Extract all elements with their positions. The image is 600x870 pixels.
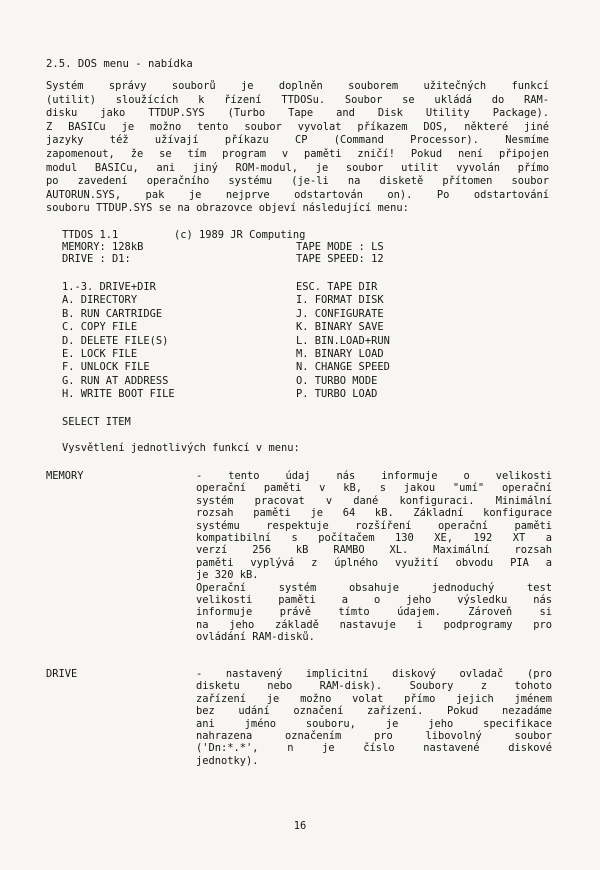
menu-item: N. CHANGE SPEED [296,361,390,374]
menu-right-column [296,281,390,402]
description-line: velikosti paměti a o jeho výsledku nás [196,593,552,606]
menu-item: ESC. TAPE DIR [296,281,378,293]
description-line: operační paměti v kB, s jakou "umí" operační [196,482,552,495]
menu-item: I. FORMAT DISK [296,294,384,307]
screen-tape-speed: TAPE SPEED: 12 [296,253,384,265]
description-line: informuje právě tímto údajem. Zároveň si [196,606,552,619]
intro-line: jazyky též užívají příkazu CP (Command Processor). Nesmíme [46,134,549,147]
description-line: - nastavený implicitní diskový ovladač (pro [196,668,552,680]
intro-line: disku jako TTDUP.SYS (Turbo Tape and Disk Utility Package). [46,107,549,120]
menu-item: H. WRITE BOOT FILE [62,388,175,401]
menu-item: E. LOCK FILE [62,347,138,360]
screen-drive: DRIVE : D1: [62,253,131,265]
explanation-heading: Vysvětlení jednotlivých funkcí v menu: [62,442,300,454]
section-heading: 2.5. DOS menu - nabídka [46,58,193,70]
menu-item: F. UNLOCK FILE [62,361,150,374]
intro-line: souboru TTDUP.SYS se na obrazovce objeví následující menu: [46,202,409,215]
term-memory-description [196,470,552,643]
description-line: na jeho základě nastavuje i podprogramy pro [196,618,552,631]
term-memory: MEMORY [46,470,84,482]
description-line: bez udání označení zařízení. Pokud nezadáme [196,705,552,718]
description-line: Operační systém obsahuje jednoduchý test [196,581,552,594]
description-line: jednotky). [196,754,259,767]
description-line: rozsah paměti je 64 kB. Základní konfigurace [196,507,552,520]
intro-line: (utilit) sloužících k řízení TTDOSu. Soubor se ukládá do RAM- [46,93,549,106]
screen-title: TTDOS 1.1 [62,229,119,241]
description-line: ('Dn:*.*', n je číslo nastavené diskové [196,742,552,755]
intro-line: AUTORUN.SYS, pak je nejprve odstartován on). Po odstartování [46,188,549,201]
description-line: je 320 kB. [196,569,259,582]
description-line: paměti vyplývá z úplného využití obvodu PIA a [196,556,552,569]
menu-item: C. COPY FILE [62,321,138,334]
description-line: nahrazena označením pro libovolný soubor [196,729,552,742]
term-drive-description [196,668,552,767]
menu-item: G. RUN AT ADDRESS [62,374,169,387]
intro-line: po zavedení operačního systému (je-li na disketě přítomen soubor [46,175,549,188]
screen-memory: MEMORY: 128kB [62,241,144,253]
description-line: disketu nebo RAM-disk). Soubory z tohoto [196,680,552,693]
menu-left-column [62,281,175,402]
menu-item: B. RUN CARTRIDGE [62,307,163,320]
description-line: - tento údaj nás informuje o velikosti [196,470,552,482]
select-item-prompt: SELECT ITEM [62,416,131,428]
menu-item: D. DELETE FILE(S) [62,334,169,347]
menu-item: A. DIRECTORY [62,294,138,307]
description-line: systém pracovat v dané konfiguraci. Minimální [196,494,552,507]
intro-paragraph [46,80,549,216]
menu-item: 1.-3. DRIVE+DIR [62,281,156,293]
description-line: ovládání RAM-disků. [196,631,315,644]
page-number: 16 [293,820,307,832]
menu-item: L. BIN.LOAD+RUN [296,334,390,347]
description-line: zařízení je možno volat přímo jejich jménem [196,692,552,705]
term-drive: DRIVE [46,668,78,680]
menu-item: J. CONFIGURATE [296,307,384,320]
description-line: kompatibilní s počítačem 130 XE, 192 XT a [196,531,552,544]
menu-item: O. TURBO MODE [296,374,378,387]
intro-line: modul BASICu, ani jiný ROM-modul, je soubor utilit vyvolán přímo [46,161,549,174]
menu-item: K. BINARY SAVE [296,321,384,334]
menu-item: P. TURBO LOAD [296,388,378,401]
screen-tape-mode: TAPE MODE : LS [296,241,384,253]
menu-item: M. BINARY LOAD [296,347,384,360]
description-line: systému respektuje rozšíření operační paměti [196,519,552,532]
intro-line: zapomenout, že se tím program v paměti zničí! Pokud není připojen [46,147,549,160]
description-line: ani jméno souboru, je jeho specifikace [196,717,552,730]
description-line: verzí 256 kB RAMBO XL. Maximální rozsah [196,544,552,557]
intro-line: Z BASICu je možno tento soubor vyvolat příkazem DOS, některé jiné [46,120,549,133]
intro-line: Systém správy souborů je doplněn souborem užitečných funkcí [46,80,549,92]
screen-copyright: (c) 1989 JR Computing [174,229,306,241]
